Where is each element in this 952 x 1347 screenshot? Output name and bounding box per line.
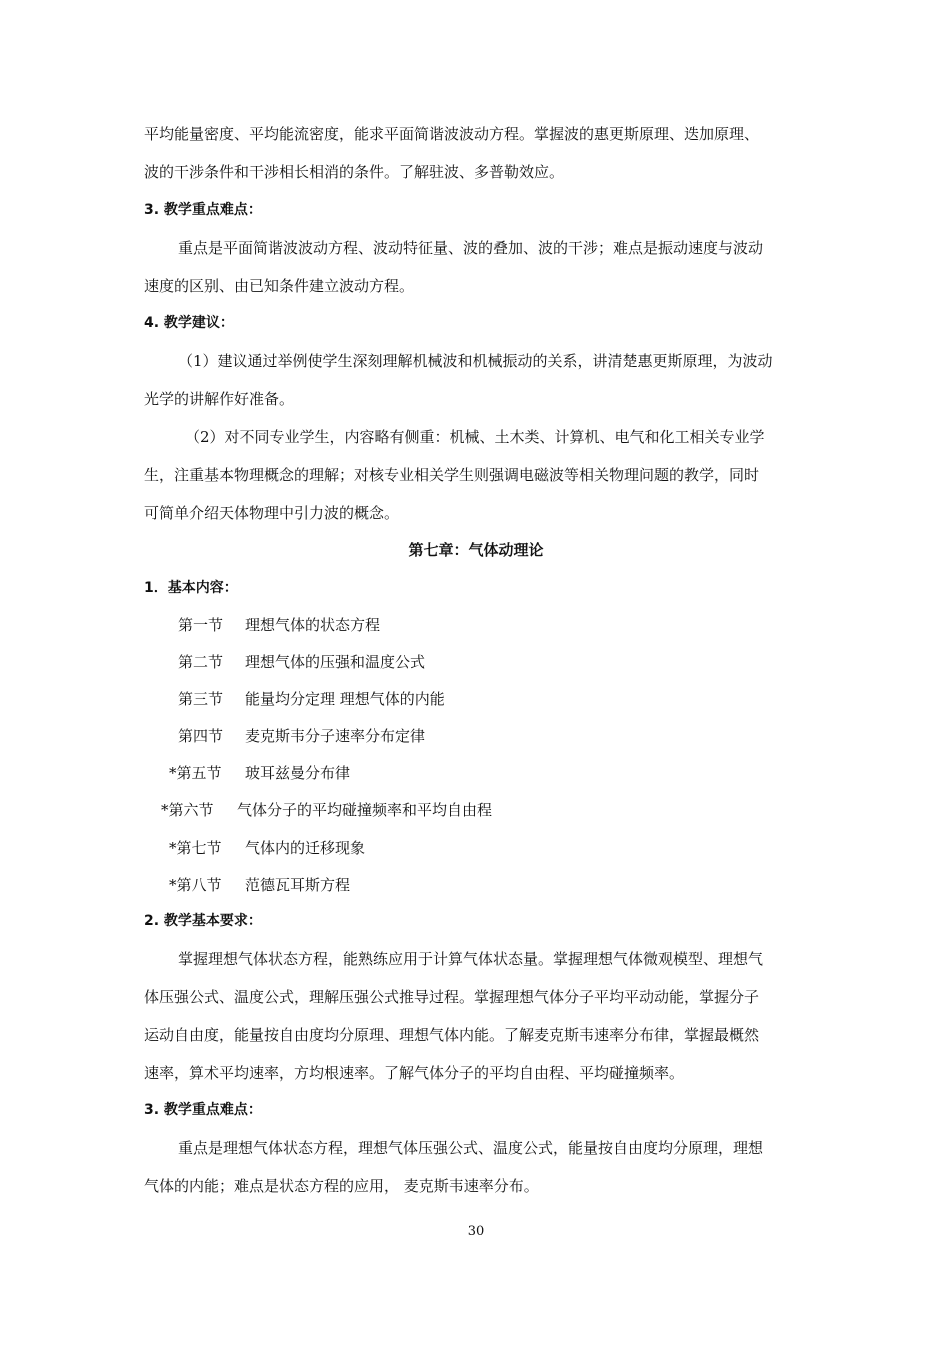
section-number: *第八节	[169, 876, 222, 894]
section-title: 玻耳兹曼分布律	[245, 764, 351, 782]
paragraph-line: 平均能量密度、平均能流密度，能求平面简谐波波动方程。掌握波的惠更斯原理、迭加原理、	[144, 125, 760, 143]
section-number: 第二节	[178, 653, 224, 671]
section-heading: 2. 教学基本要求：	[144, 913, 262, 929]
section-entry	[169, 838, 366, 858]
section-number: 第三节	[178, 690, 224, 708]
section-title: 范德瓦耳斯方程	[245, 876, 351, 894]
chapter-title: 第七章：气体动理论	[408, 541, 544, 559]
paragraph-line: 生，注重基本物理概念的理解；对核专业相关学生则强调电磁波等相关物理问题的教学，同时	[144, 466, 760, 484]
section-title: 气体内的迁移现象	[245, 839, 366, 857]
section-number: 第四节	[178, 727, 224, 745]
section-heading: 1．基本内容：	[144, 580, 238, 596]
paragraph-line: （1）建议通过举例使学生深刻理解机械波和机械振动的关系，讲清楚惠更斯原理，为波动	[178, 352, 773, 370]
paragraph-line: 重点是平面简谐波波动方程、波动特征量、波的叠加、波的干涉；难点是振动速度与波动	[178, 239, 764, 257]
section-number: *第七节	[169, 839, 222, 857]
paragraph-line: （2）对不同专业学生，内容略有侧重：机械、土木类、计算机、电气和化工相关专业学	[185, 428, 765, 446]
paragraph-line: 重点是理想气体状态方程，理想气体压强公式、温度公式，能量按自由度均分原理，理想	[178, 1139, 764, 1157]
section-entry	[169, 875, 351, 895]
paragraph-line: 体压强公式、温度公式，理解压强公式推导过程。掌握理想气体分子平均平动动能，掌握分子	[144, 988, 760, 1006]
section-heading: 3. 教学重点难点：	[144, 202, 262, 218]
section-entry	[178, 615, 381, 635]
section-number: 第一节	[178, 616, 224, 634]
paragraph-line: 可简单介绍天体物理中引力波的概念。	[144, 504, 400, 522]
section-entry	[161, 800, 493, 820]
section-entry	[178, 652, 426, 672]
paragraph-line: 速率，算术平均速率，方均根速率。了解气体分子的平均自由程、平均碰撞频率。	[144, 1064, 685, 1082]
section-title: 麦克斯韦分子速率分布定律	[245, 727, 426, 745]
paragraph-line: 气体的内能；难点是状态方程的应用， 麦克斯韦速率分布。	[144, 1177, 539, 1195]
section-title: 理想气体的压强和温度公式	[245, 653, 426, 671]
section-title: 能量均分定理 理想气体的内能	[245, 690, 445, 708]
section-title: 理想气体的状态方程	[245, 616, 381, 634]
paragraph-line: 速度的区别、由已知条件建立波动方程。	[144, 277, 415, 295]
section-entry	[178, 726, 426, 746]
section-entry	[169, 763, 351, 783]
paragraph-line: 掌握理想气体状态方程，能熟练应用于计算气体状态量。掌握理想气体微观模型、理想气	[178, 950, 764, 968]
paragraph-line: 运动自由度，能量按自由度均分原理、理想气体内能。了解麦克斯韦速率分布律，掌握最概然	[144, 1026, 760, 1044]
paragraph-line: 波的干涉条件和干涉相长相消的条件。了解驻波、多普勒效应。	[144, 163, 565, 181]
section-number: *第五节	[169, 764, 222, 782]
section-heading: 3. 教学重点难点：	[144, 1102, 262, 1118]
section-heading: 4. 教学建议：	[144, 315, 234, 331]
paragraph-line: 光学的讲解作好准备。	[144, 390, 295, 408]
section-title: 气体分子的平均碰撞频率和平均自由程	[237, 801, 493, 819]
page-number: 30	[467, 1224, 485, 1239]
section-entry	[178, 689, 445, 709]
section-number: *第六节	[161, 801, 214, 819]
